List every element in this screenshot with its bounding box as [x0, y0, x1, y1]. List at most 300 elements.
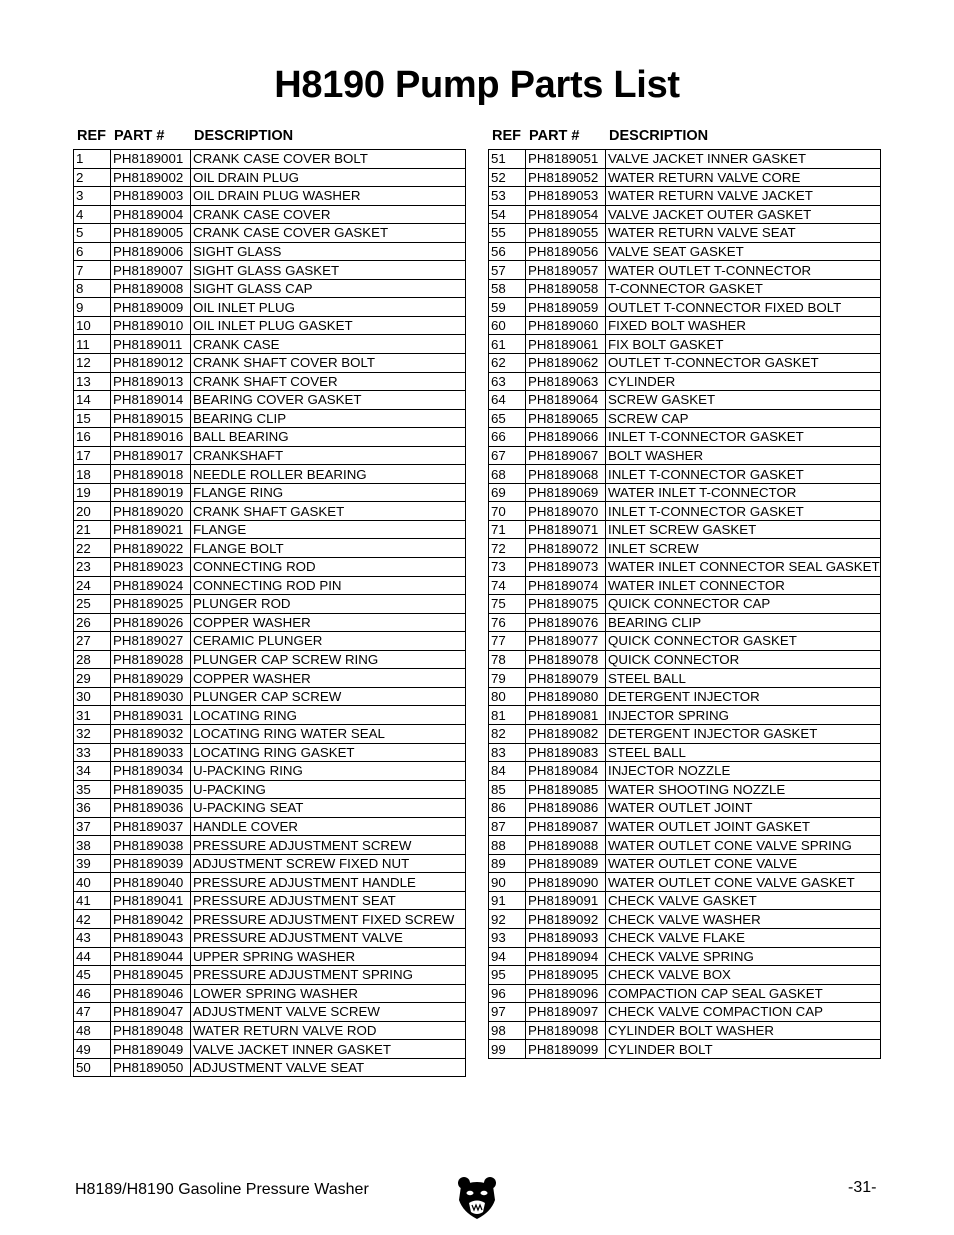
ref-cell: 94 — [489, 947, 526, 966]
part-number-cell: PH8189021 — [111, 520, 191, 539]
table-row — [489, 1040, 881, 1059]
table-row — [489, 224, 881, 243]
part-number-cell: PH8189079 — [526, 669, 606, 688]
ref-cell: 23 — [74, 558, 111, 577]
description-cell: ADJUSTMENT VALVE SCREW — [191, 1003, 466, 1022]
ref-cell: 96 — [489, 984, 526, 1003]
ref-cell: 72 — [489, 539, 526, 558]
table-row — [489, 205, 881, 224]
part-number-cell: PH8189049 — [111, 1040, 191, 1059]
description-cell: BEARING CLIP — [606, 613, 881, 632]
table-row — [74, 687, 466, 706]
part-number-cell: PH8189065 — [526, 409, 606, 428]
ref-cell: 65 — [489, 409, 526, 428]
page-title: H8190 Pump Parts List — [274, 64, 680, 106]
part-number-cell: PH8189017 — [111, 446, 191, 465]
description-cell: WATER OUTLET CONE VALVE SPRING — [606, 836, 881, 855]
table-row — [489, 687, 881, 706]
table-row — [74, 1040, 466, 1059]
ref-cell: 29 — [74, 669, 111, 688]
part-number-cell: PH8189081 — [526, 706, 606, 725]
part-number-cell: PH8189057 — [526, 261, 606, 280]
ref-cell: 31 — [74, 706, 111, 725]
ref-cell: 4 — [74, 205, 111, 224]
table-row — [489, 168, 881, 187]
part-number-cell: PH8189070 — [526, 502, 606, 521]
description-cell: CRANK SHAFT GASKET — [191, 502, 466, 521]
ref-cell: 70 — [489, 502, 526, 521]
description-cell: WATER RETURN VALVE ROD — [191, 1021, 466, 1040]
ref-cell: 91 — [489, 891, 526, 910]
description-cell: WATER RETURN VALVE SEAT — [606, 224, 881, 243]
part-number-cell: PH8189080 — [526, 687, 606, 706]
table-row — [74, 928, 466, 947]
table-row — [489, 947, 881, 966]
description-cell: PRESSURE ADJUSTMENT VALVE — [191, 928, 466, 947]
table-row — [489, 483, 881, 502]
description-cell: PRESSURE ADJUSTMENT SPRING — [191, 966, 466, 985]
part-number-cell: PH8189033 — [111, 743, 191, 762]
part-number-cell: PH8189031 — [111, 706, 191, 725]
description-cell: T-CONNECTOR GASKET — [606, 279, 881, 298]
grizzly-bear-logo-icon — [457, 1176, 497, 1220]
table-row — [74, 1021, 466, 1040]
description-cell: PLUNGER CAP SCREW RING — [191, 650, 466, 669]
part-number-cell: PH8189042 — [111, 910, 191, 929]
description-cell: INLET T-CONNECTOR GASKET — [606, 428, 881, 447]
part-number-cell: PH8189044 — [111, 947, 191, 966]
part-number-cell: PH8189077 — [526, 632, 606, 651]
part-number-cell: PH8189073 — [526, 558, 606, 577]
ref-cell: 19 — [74, 483, 111, 502]
description-cell: LOCATING RING GASKET — [191, 743, 466, 762]
column-headers — [488, 128, 880, 149]
table-row — [489, 632, 881, 651]
ref-cell: 82 — [489, 724, 526, 743]
table-row — [74, 446, 466, 465]
ref-cell: 1 — [74, 150, 111, 169]
part-number-cell: PH8189032 — [111, 724, 191, 743]
table-row — [74, 391, 466, 410]
part-number-cell: PH8189055 — [526, 224, 606, 243]
description-cell: CONNECTING ROD PIN — [191, 576, 466, 595]
description-cell: OIL INLET PLUG GASKET — [191, 316, 466, 335]
table-row — [74, 799, 466, 818]
ref-cell: 55 — [489, 224, 526, 243]
part-number-cell: PH8189075 — [526, 595, 606, 614]
description-cell: WATER INLET CONNECTOR — [606, 576, 881, 595]
ref-cell: 84 — [489, 762, 526, 781]
ref-cell: 50 — [74, 1058, 111, 1077]
part-number-cell: PH8189088 — [526, 836, 606, 855]
ref-cell: 11 — [74, 335, 111, 354]
ref-cell: 16 — [74, 428, 111, 447]
table-row — [74, 465, 466, 484]
table-row — [489, 279, 881, 298]
table-row — [74, 613, 466, 632]
part-number-cell: PH8189037 — [111, 817, 191, 836]
table-row — [74, 483, 466, 502]
ref-cell: 41 — [74, 891, 111, 910]
ref-cell: 64 — [489, 391, 526, 410]
table-row — [74, 780, 466, 799]
part-number-cell: PH8189074 — [526, 576, 606, 595]
part-number-cell: PH8189011 — [111, 335, 191, 354]
ref-cell: 56 — [489, 242, 526, 261]
ref-cell: 43 — [74, 928, 111, 947]
table-row — [74, 279, 466, 298]
part-number-cell: PH8189039 — [111, 854, 191, 873]
part-number-cell: PH8189023 — [111, 558, 191, 577]
part-number-cell: PH8189008 — [111, 279, 191, 298]
description-cell: WATER OUTLET CONE VALVE — [606, 854, 881, 873]
description-cell: QUICK CONNECTOR CAP — [606, 595, 881, 614]
table-row — [489, 1021, 881, 1040]
table-row — [489, 335, 881, 354]
part-number-cell: PH8189016 — [111, 428, 191, 447]
table-row — [74, 836, 466, 855]
description-cell: VALVE JACKET INNER GASKET — [191, 1040, 466, 1059]
ref-cell: 78 — [489, 650, 526, 669]
part-number-cell: PH8189029 — [111, 669, 191, 688]
table-row — [489, 409, 881, 428]
table-row — [74, 762, 466, 781]
ref-cell: 32 — [74, 724, 111, 743]
table-row — [489, 1003, 881, 1022]
ref-cell: 24 — [74, 576, 111, 595]
ref-cell: 54 — [489, 205, 526, 224]
description-cell: OIL INLET PLUG — [191, 298, 466, 317]
part-number-cell: PH8189035 — [111, 780, 191, 799]
table-row — [74, 150, 466, 169]
ref-cell: 25 — [74, 595, 111, 614]
ref-cell: 7 — [74, 261, 111, 280]
description-cell: FLANGE RING — [191, 483, 466, 502]
description-cell: OIL DRAIN PLUG — [191, 168, 466, 187]
description-cell: BALL BEARING — [191, 428, 466, 447]
description-cell: UPPER SPRING WASHER — [191, 947, 466, 966]
description-cell: PRESSURE ADJUSTMENT SCREW — [191, 836, 466, 855]
ref-cell: 89 — [489, 854, 526, 873]
table-row — [489, 854, 881, 873]
part-number-cell: PH8189040 — [111, 873, 191, 892]
part-number-cell: PH8189087 — [526, 817, 606, 836]
table-row — [489, 558, 881, 577]
description-cell: INLET SCREW GASKET — [606, 520, 881, 539]
description-cell: WATER RETURN VALVE CORE — [606, 168, 881, 187]
description-cell: FIXED BOLT WASHER — [606, 316, 881, 335]
ref-cell: 76 — [489, 613, 526, 632]
table-row — [74, 205, 466, 224]
description-cell: WATER SHOOTING NOZZLE — [606, 780, 881, 799]
description-cell: COPPER WASHER — [191, 669, 466, 688]
part-number-cell: PH8189093 — [526, 928, 606, 947]
ref-cell: 71 — [489, 520, 526, 539]
part-number-cell: PH8189054 — [526, 205, 606, 224]
description-cell: VALVE SEAT GASKET — [606, 242, 881, 261]
page-number: -31- — [848, 1179, 877, 1196]
part-number-cell: PH8189034 — [111, 762, 191, 781]
table-row — [74, 854, 466, 873]
table-row — [74, 984, 466, 1003]
part-number-cell: PH8189064 — [526, 391, 606, 410]
description-cell: CRANKSHAFT — [191, 446, 466, 465]
part-number-cell: PH8189006 — [111, 242, 191, 261]
part-number-cell: PH8189050 — [111, 1058, 191, 1077]
description-cell: HANDLE COVER — [191, 817, 466, 836]
description-cell: QUICK CONNECTOR — [606, 650, 881, 669]
ref-cell: 47 — [74, 1003, 111, 1022]
description-cell: VALVE JACKET OUTER GASKET — [606, 205, 881, 224]
table-row — [489, 891, 881, 910]
description-cell: LOCATING RING — [191, 706, 466, 725]
ref-cell: 69 — [489, 483, 526, 502]
table-row — [74, 669, 466, 688]
ref-cell: 61 — [489, 335, 526, 354]
part-number-cell: PH8189048 — [111, 1021, 191, 1040]
column-headers — [73, 128, 465, 149]
table-row — [74, 316, 466, 335]
description-cell: OUTLET T-CONNECTOR FIXED BOLT — [606, 298, 881, 317]
description-cell: VALVE JACKET INNER GASKET — [606, 150, 881, 169]
part-number-cell: PH8189010 — [111, 316, 191, 335]
part-number-cell: PH8189024 — [111, 576, 191, 595]
table-row — [74, 168, 466, 187]
ref-cell: 53 — [489, 187, 526, 206]
part-number-cell: PH8189092 — [526, 910, 606, 929]
description-cell: BEARING COVER GASKET — [191, 391, 466, 410]
table-row — [489, 669, 881, 688]
part-number-cell: PH8189086 — [526, 799, 606, 818]
part-number-cell: PH8189067 — [526, 446, 606, 465]
table-row — [74, 650, 466, 669]
description-cell: WATER OUTLET JOINT — [606, 799, 881, 818]
table-row — [74, 966, 466, 985]
part-number-cell: PH8189091 — [526, 891, 606, 910]
part-number-cell: PH8189069 — [526, 483, 606, 502]
part-number-cell: PH8189013 — [111, 372, 191, 391]
ref-cell: 26 — [74, 613, 111, 632]
part-number-cell: PH8189004 — [111, 205, 191, 224]
ref-cell: 93 — [489, 928, 526, 947]
table-row — [489, 799, 881, 818]
parts-list-left — [73, 128, 465, 1077]
part-number-cell: PH8189096 — [526, 984, 606, 1003]
ref-cell: 68 — [489, 465, 526, 484]
description-cell: COMPACTION CAP SEAL GASKET — [606, 984, 881, 1003]
description-cell: NEEDLE ROLLER BEARING — [191, 465, 466, 484]
part-number-cell: PH8189076 — [526, 613, 606, 632]
part-number-cell: PH8189083 — [526, 743, 606, 762]
table-row — [489, 817, 881, 836]
description-cell: CONNECTING ROD — [191, 558, 466, 577]
description-cell: PLUNGER ROD — [191, 595, 466, 614]
description-cell: U-PACKING RING — [191, 762, 466, 781]
part-number-cell: PH8189001 — [111, 150, 191, 169]
table-row — [74, 409, 466, 428]
table-row — [74, 947, 466, 966]
parts-list-right — [488, 128, 880, 1059]
ref-cell: 2 — [74, 168, 111, 187]
table-row — [74, 261, 466, 280]
table-row — [489, 187, 881, 206]
description-cell: WATER RETURN VALVE JACKET — [606, 187, 881, 206]
part-number-cell: PH8189056 — [526, 242, 606, 261]
table-row — [489, 724, 881, 743]
description-cell: U-PACKING SEAT — [191, 799, 466, 818]
description-cell: CHECK VALVE BOX — [606, 966, 881, 985]
parts-table-left — [73, 149, 466, 1077]
ref-cell: 17 — [74, 446, 111, 465]
description-cell: CHECK VALVE COMPACTION CAP — [606, 1003, 881, 1022]
part-number-cell: PH8189099 — [526, 1040, 606, 1059]
description-cell: INJECTOR SPRING — [606, 706, 881, 725]
description-cell: LOCATING RING WATER SEAL — [191, 724, 466, 743]
table-row — [74, 632, 466, 651]
ref-cell: 58 — [489, 279, 526, 298]
part-number-cell: PH8189012 — [111, 354, 191, 373]
ref-cell: 21 — [74, 520, 111, 539]
description-cell: WATER INLET CONNECTOR SEAL GASKET — [606, 558, 881, 577]
ref-cell: 28 — [74, 650, 111, 669]
description-cell: SIGHT GLASS GASKET — [191, 261, 466, 280]
description-cell: QUICK CONNECTOR GASKET — [606, 632, 881, 651]
table-row — [489, 261, 881, 280]
table-row — [74, 298, 466, 317]
description-cell: INLET SCREW — [606, 539, 881, 558]
description-cell: DETERGENT INJECTOR GASKET — [606, 724, 881, 743]
part-number-cell: PH8189028 — [111, 650, 191, 669]
description-cell: SIGHT GLASS CAP — [191, 279, 466, 298]
ref-cell: 97 — [489, 1003, 526, 1022]
ref-cell: 63 — [489, 372, 526, 391]
description-column-header: DESCRIPTION — [194, 128, 294, 144]
description-cell: CHECK VALVE FLAKE — [606, 928, 881, 947]
part-number-cell: PH8189009 — [111, 298, 191, 317]
table-row — [489, 873, 881, 892]
table-row — [489, 391, 881, 410]
part-number-cell: PH8189027 — [111, 632, 191, 651]
description-cell: ADJUSTMENT SCREW FIXED NUT — [191, 854, 466, 873]
description-cell: CRANK SHAFT COVER BOLT — [191, 354, 466, 373]
part-number-cell: PH8189095 — [526, 966, 606, 985]
table-row — [489, 984, 881, 1003]
ref-cell: 34 — [74, 762, 111, 781]
table-row — [74, 576, 466, 595]
description-cell: CYLINDER BOLT WASHER — [606, 1021, 881, 1040]
ref-column-header: REF — [77, 128, 106, 144]
part-number-cell: PH8189046 — [111, 984, 191, 1003]
table-row — [489, 428, 881, 447]
description-cell: PRESSURE ADJUSTMENT HANDLE — [191, 873, 466, 892]
table-row — [489, 446, 881, 465]
parts-table-right — [488, 149, 881, 1059]
ref-cell: 42 — [74, 910, 111, 929]
description-cell: CERAMIC PLUNGER — [191, 632, 466, 651]
table-row — [489, 520, 881, 539]
ref-cell: 88 — [489, 836, 526, 855]
part-number-cell: PH8189078 — [526, 650, 606, 669]
table-row — [489, 966, 881, 985]
part-number-cell: PH8189041 — [111, 891, 191, 910]
ref-cell: 99 — [489, 1040, 526, 1059]
part-number-cell: PH8189019 — [111, 483, 191, 502]
ref-cell: 40 — [74, 873, 111, 892]
description-cell: CYLINDER — [606, 372, 881, 391]
table-row — [489, 298, 881, 317]
table-row — [489, 316, 881, 335]
ref-cell: 35 — [74, 780, 111, 799]
table-row — [489, 465, 881, 484]
part-number-cell: PH8189059 — [526, 298, 606, 317]
description-cell: DETERGENT INJECTOR — [606, 687, 881, 706]
description-cell: FLANGE — [191, 520, 466, 539]
part-number-cell: PH8189063 — [526, 372, 606, 391]
ref-cell: 20 — [74, 502, 111, 521]
description-cell: WATER INLET T-CONNECTOR — [606, 483, 881, 502]
part-number-cell: PH8189020 — [111, 502, 191, 521]
description-cell: PLUNGER CAP SCREW — [191, 687, 466, 706]
table-row — [74, 187, 466, 206]
table-row — [74, 891, 466, 910]
description-cell: COPPER WASHER — [191, 613, 466, 632]
ref-cell: 14 — [74, 391, 111, 410]
table-row — [74, 817, 466, 836]
table-row — [74, 335, 466, 354]
table-row — [489, 780, 881, 799]
description-cell: CHECK VALVE WASHER — [606, 910, 881, 929]
description-cell: INLET T-CONNECTOR GASKET — [606, 502, 881, 521]
part-number-cell: PH8189072 — [526, 539, 606, 558]
description-cell: ADJUSTMENT VALVE SEAT — [191, 1058, 466, 1077]
table-row — [489, 706, 881, 725]
description-cell: SIGHT GLASS — [191, 242, 466, 261]
ref-cell: 27 — [74, 632, 111, 651]
table-row — [74, 1003, 466, 1022]
ref-cell: 86 — [489, 799, 526, 818]
description-cell: OUTLET T-CONNECTOR GASKET — [606, 354, 881, 373]
ref-cell: 98 — [489, 1021, 526, 1040]
table-row — [74, 873, 466, 892]
description-cell: INLET T-CONNECTOR GASKET — [606, 465, 881, 484]
description-cell: INJECTOR NOZZLE — [606, 762, 881, 781]
part-number-cell: PH8189030 — [111, 687, 191, 706]
table-row — [489, 539, 881, 558]
table-row — [489, 354, 881, 373]
part-number-cell: PH8189060 — [526, 316, 606, 335]
description-cell: CRANK CASE COVER GASKET — [191, 224, 466, 243]
part-number-column-header: PART # — [529, 128, 580, 144]
ref-cell: 90 — [489, 873, 526, 892]
part-number-cell: PH8189066 — [526, 428, 606, 447]
ref-cell: 3 — [74, 187, 111, 206]
description-cell: FLANGE BOLT — [191, 539, 466, 558]
description-cell: CHECK VALVE SPRING — [606, 947, 881, 966]
part-number-cell: PH8189051 — [526, 150, 606, 169]
ref-cell: 57 — [489, 261, 526, 280]
ref-cell: 36 — [74, 799, 111, 818]
table-row — [74, 354, 466, 373]
ref-cell: 92 — [489, 910, 526, 929]
ref-cell: 12 — [74, 354, 111, 373]
ref-cell: 9 — [74, 298, 111, 317]
description-cell: BEARING CLIP — [191, 409, 466, 428]
ref-cell: 77 — [489, 632, 526, 651]
table-row — [74, 224, 466, 243]
description-cell: WATER OUTLET T-CONNECTOR — [606, 261, 881, 280]
description-cell: CRANK CASE — [191, 335, 466, 354]
table-row — [489, 762, 881, 781]
